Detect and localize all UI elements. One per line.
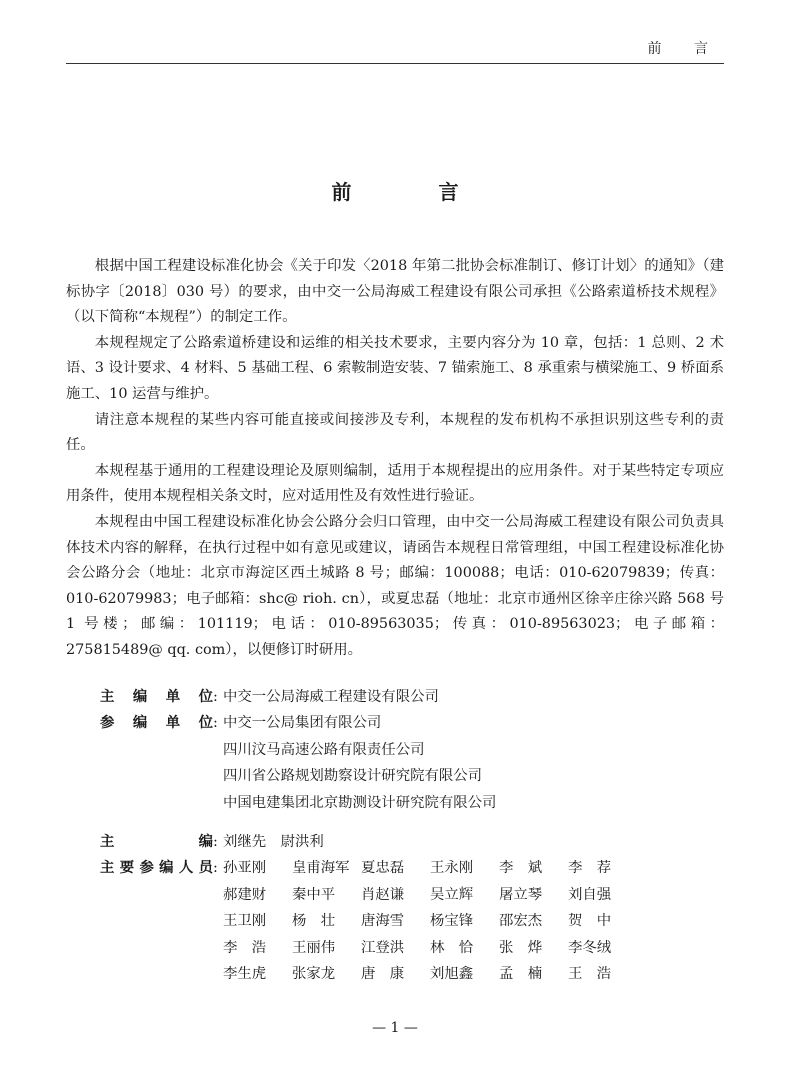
participant-name: 贺 中 xyxy=(568,913,612,930)
chief-unit-value: 中交一公局海威工程建设有限公司 xyxy=(223,689,439,705)
participants-row-1 xyxy=(223,855,637,881)
credits-section xyxy=(100,684,700,987)
participant-name: 秦中平 xyxy=(292,886,336,903)
participant-name: 李 斌 xyxy=(499,860,543,877)
chief-editors-row: 主编 : 刘继先 尉洪利 xyxy=(100,829,700,855)
chief-unit-row: 主编单位 : 中交一公局海威工程建设有限公司 xyxy=(100,684,700,710)
participating-units-list xyxy=(223,710,496,816)
participants-row: 主要参编人员 : 孙亚刚 皇甫海军 夏忠磊 王永刚 李 斌 李 荐 郝建财 秦中平 肖赵谦 吴立辉 屠立琴 刘自强 王卫刚 杨 壮 唐海雪 杨宝锋 邵宏杰 贺 中 李 浩 王丽伟 江登洪 林 恰 张 烨 李冬绒 李生虎 张家龙 唐 康 刘旭鑫 孟 楠 王 浩 xyxy=(100,855,700,987)
participants-row-2 xyxy=(223,882,637,908)
paragraph-5: 本规程由中国工程建设标准化协会公路分会归口管理，由中交一公局海威工程建设有限公司负责具体技术内容的解释，在执行过程中如有意见或建议，请函告本规程日常管理组，中国工程建设标准化协会公路分会（地址：北京市海淀区西土城路 8 号；邮编：100088；电话：010-62079839；传真：010-62079983；电子邮箱：shc@ rioh. cn），或夏忠磊（地址：北京市通州区徐辛庄徐兴路 568 号 1 号楼；邮编：101119；电话：010-89563035；传真：010-89563023；电子邮箱：275815489@ qq. com），以便修订时研用。 xyxy=(66,513,724,658)
participants-row-5 xyxy=(223,961,637,987)
page-number: — 1 — xyxy=(372,1020,418,1036)
participant-name: 孟 楠 xyxy=(499,966,543,983)
participating-unit: 四川省公路规划勘察设计研究院有限公司 xyxy=(223,768,483,785)
participant-name: 杨宝锋 xyxy=(430,913,474,930)
paragraph-3: 请注意本规程的某些内容可能直接或间接涉及专利，本规程的发布机构不承担识别这些专利的责任。 xyxy=(66,411,724,454)
page-title: 前 言 xyxy=(331,180,499,204)
paragraph-1: 根据中国工程建设标准化协会《关于印发〈2018 年第二批协会标准制订、修订计划〉的通知》（建标协字〔2018〕030 号）的要求，由中交一公局海威工程建设有限公司承担《公路索道桥技术规程》（以下简称“本规程”）的制定工作。 xyxy=(66,258,724,326)
participant-name: 林 恰 xyxy=(430,939,474,956)
chief-unit-label: 主编单位 xyxy=(100,689,213,705)
participant-name: 李 浩 xyxy=(223,939,267,956)
participant-name: 李生虎 xyxy=(223,966,267,983)
participants-row-3 xyxy=(223,908,637,934)
paragraph-4: 本规程基于通用的工程建设理论及原则编制，适用于本规程提出的应用条件。对于某些特定专项应用条件，使用本规程相关条文时，应对适用性及有效性进行验证。 xyxy=(66,462,724,505)
participant-name: 唐 康 xyxy=(361,966,405,983)
participants-row-4 xyxy=(223,935,637,961)
participant-name: 吴立辉 xyxy=(430,886,474,903)
participant-name: 李 荐 xyxy=(568,860,612,877)
participant-name: 江登洪 xyxy=(361,939,405,956)
participant-name: 王卫刚 xyxy=(223,913,267,930)
participating-units-label: 参编单位 xyxy=(100,715,213,732)
participant-name: 张 烨 xyxy=(499,939,543,956)
participant-name: 郝建财 xyxy=(223,886,267,903)
chief-editors-label: 主编 xyxy=(100,834,213,851)
participant-name: 刘旭鑫 xyxy=(430,966,474,983)
participant-name: 皇甫海军 xyxy=(292,860,350,877)
participants-grid xyxy=(223,855,637,987)
running-header-title: 前 言 xyxy=(647,41,722,57)
participant-name: 杨 壮 xyxy=(292,913,336,930)
running-header xyxy=(66,0,724,64)
participating-unit: 四川汶马高速公路有限责任公司 xyxy=(223,741,425,758)
paragraph-2: 本规程规定了公路索道桥建设和运维的相关技术要求，主要内容分为 10 章，包括：1 总则、2 术语、3 设计要求、4 材料、5 基础工程、6 索鞍制造安装、7 锚索施工、8 承重索与横梁施工、9 桥面系施工、10 运营与维护。 xyxy=(66,334,724,402)
participant-name: 唐海雪 xyxy=(361,913,405,930)
participating-units-row: 参编单位 : 中交一公局集团有限公司 四川汶马高速公路有限责任公司 四川省公路规划勘察设计研究院有限公司 中国电建集团北京勘测设计研究院有限公司 xyxy=(100,710,700,816)
participant-name: 邵宏杰 xyxy=(499,913,543,930)
participant-name: 王 浩 xyxy=(568,966,612,983)
participant-name: 刘自强 xyxy=(568,886,612,903)
participant-name: 王丽伟 xyxy=(292,939,336,956)
participant-name: 屠立琴 xyxy=(499,886,543,903)
participant-name: 夏忠磊 xyxy=(361,860,405,877)
participant-name: 李冬绒 xyxy=(568,939,612,956)
participants-label: 主要参编人员 xyxy=(100,860,213,877)
participant-name: 孙亚刚 xyxy=(223,860,267,877)
participant-name: 肖赵谦 xyxy=(361,886,405,903)
participant-name: 王永刚 xyxy=(430,860,474,877)
preface-body xyxy=(66,254,724,664)
participating-unit: 中交一公局集团有限公司 xyxy=(223,715,382,732)
participant-name: 张家龙 xyxy=(292,966,336,983)
chief-editors-value: 刘继先 尉洪利 xyxy=(223,834,324,851)
participating-unit: 中国电建集团北京勘测设计研究院有限公司 xyxy=(223,794,497,811)
